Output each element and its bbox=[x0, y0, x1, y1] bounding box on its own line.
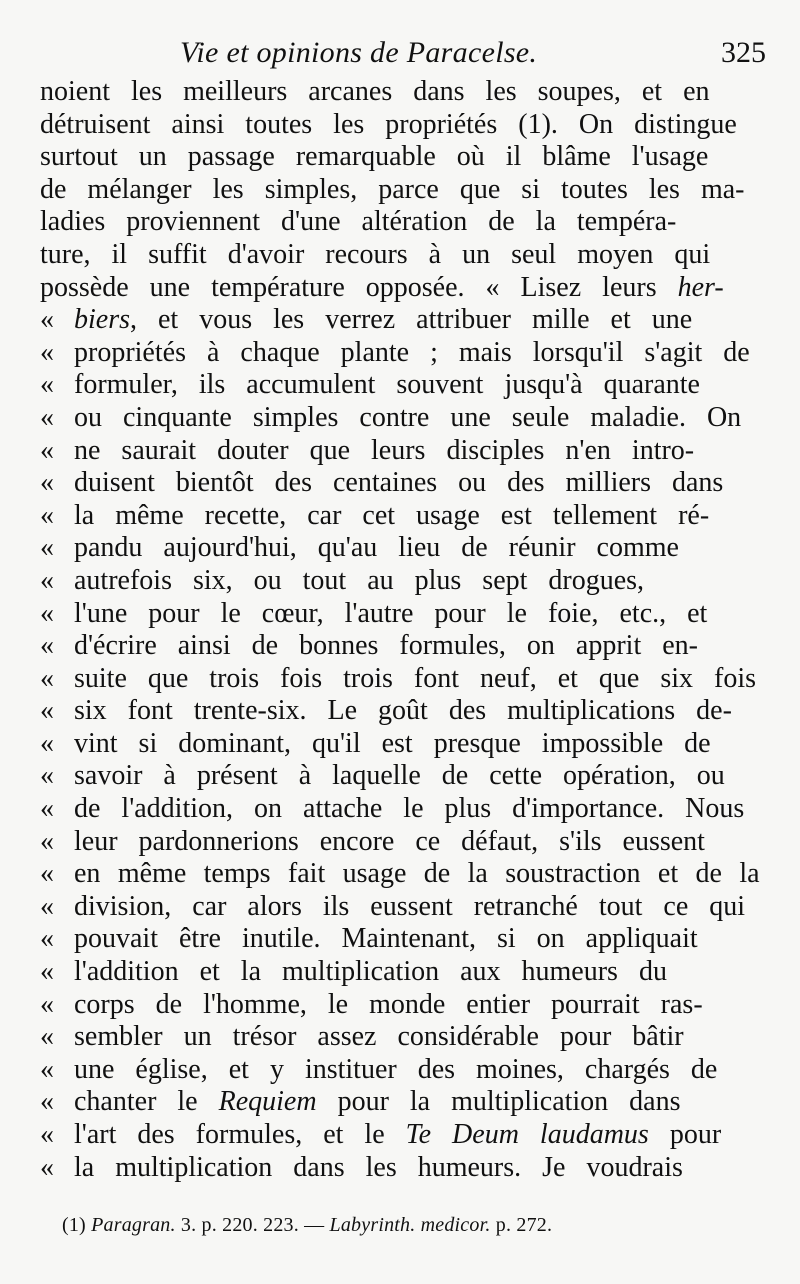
italic-word: biers bbox=[74, 304, 130, 336]
text-line bbox=[40, 1119, 760, 1152]
text-line bbox=[40, 435, 760, 468]
line-segment: pouvait être inutile. Maintenant, si on appliquait bbox=[74, 923, 698, 955]
line-segment: corps de l'homme, le monde entier pourrait ras- bbox=[74, 988, 703, 1020]
line-text bbox=[74, 1152, 683, 1185]
line-text bbox=[74, 1054, 717, 1087]
footnote-work-labyrinth: Labyrinth. medicor. bbox=[329, 1214, 491, 1236]
line-text bbox=[74, 989, 703, 1022]
quote-mark: « bbox=[40, 793, 54, 825]
line-segment: duisent bientôt des centaines ou des milliers dans bbox=[74, 467, 724, 499]
line-segment: en même temps fait usage de la soustraction et de la bbox=[74, 858, 760, 890]
quote-mark: « bbox=[40, 1151, 54, 1183]
line-text bbox=[74, 956, 667, 989]
line-segment: pour bbox=[648, 1119, 722, 1150]
line-text bbox=[74, 630, 698, 663]
line-text bbox=[74, 826, 705, 859]
line-text bbox=[74, 467, 723, 500]
italic-word: Requiem bbox=[218, 1086, 317, 1118]
quote-mark: « bbox=[40, 760, 54, 792]
quote-mark: « bbox=[40, 956, 54, 988]
line-segment: propriétés à chaque plante ; mais lorsqu'il s'agit de bbox=[74, 336, 750, 368]
page-number: 325 bbox=[721, 36, 766, 69]
text-line bbox=[40, 1152, 760, 1185]
line-text bbox=[40, 174, 744, 207]
line-segment: ladies proviennent d'une altération de la tempéra- bbox=[40, 206, 677, 238]
line-segment: ne saurait douter que leurs disciples n'en intro- bbox=[74, 434, 695, 466]
quote-mark: « bbox=[40, 1086, 54, 1118]
text-line bbox=[40, 663, 760, 696]
line-segment: pour la multiplication dans bbox=[316, 1086, 681, 1118]
quote-mark: « bbox=[40, 825, 54, 857]
line-text bbox=[74, 337, 750, 370]
line-text bbox=[74, 435, 694, 468]
text-line bbox=[40, 239, 760, 272]
text-line bbox=[40, 500, 760, 533]
line-segment: l'addition et la multiplication aux humeurs du bbox=[74, 956, 667, 988]
line-text bbox=[74, 500, 709, 533]
line-text bbox=[74, 402, 741, 435]
line-segment: possède une température opposée. « Lisez leurs bbox=[40, 271, 678, 303]
line-segment: savoir à présent à laquelle de cette opération, ou bbox=[74, 760, 725, 792]
text-line bbox=[40, 1086, 760, 1119]
text-line bbox=[40, 989, 760, 1022]
line-segment: de l'addition, on attache le plus d'importance. Nous bbox=[74, 793, 745, 825]
quote-mark: « bbox=[40, 336, 54, 368]
line-segment: une église, et y instituer des moines, chargés de bbox=[74, 1053, 718, 1085]
text-line bbox=[40, 1021, 760, 1054]
line-segment: autrefois six, ou tout au plus sept drogues, bbox=[74, 564, 645, 596]
text-line bbox=[40, 141, 760, 174]
line-text bbox=[74, 858, 760, 891]
line-text bbox=[74, 1119, 721, 1152]
line-segment: formuler, ils accumulent souvent jusqu'à quarante bbox=[74, 369, 700, 401]
quote-mark: « bbox=[40, 727, 54, 759]
line-text bbox=[74, 565, 644, 598]
line-segment: d'écrire ainsi de bonnes formules, on apprit en- bbox=[74, 630, 698, 662]
quote-mark: « bbox=[40, 695, 54, 727]
quote-mark: « bbox=[40, 434, 54, 466]
line-segment: noient les meilleurs arcanes dans les soupes, et en bbox=[40, 76, 710, 107]
line-segment: pandu aujourd'hui, qu'au lieu de réunir comme bbox=[74, 532, 679, 564]
line-segment: leur pardonnerions encore ce défaut, s'ils eussent bbox=[74, 825, 705, 857]
footnote-reference-2: p. 272. bbox=[495, 1214, 553, 1236]
text-line bbox=[40, 858, 760, 891]
line-segment: de mélanger les simples, parce que si toutes les ma- bbox=[40, 173, 745, 205]
italic-word: her- bbox=[677, 271, 724, 303]
quote-mark: « bbox=[40, 890, 54, 922]
line-segment: ou cinquante simples contre une seule maladie. On bbox=[74, 401, 742, 433]
text-line bbox=[40, 760, 760, 793]
line-segment: six font trente-six. Le goût des multiplications de- bbox=[74, 695, 732, 727]
line-segment: suite que trois fois trois font neuf, et que six fois bbox=[74, 662, 757, 694]
running-title: Vie et opinions de Paracelse. bbox=[180, 36, 538, 69]
line-segment: la même recette, car cet usage est tellement ré- bbox=[74, 499, 710, 531]
line-segment: division, car alors ils eussent retranché tout ce qui bbox=[74, 890, 746, 922]
line-text bbox=[74, 598, 707, 631]
line-text bbox=[74, 891, 745, 924]
text-line bbox=[40, 793, 760, 826]
line-segment: détruisent ainsi toutes les propriétés (1). On distingue bbox=[40, 108, 737, 140]
quote-mark: « bbox=[40, 923, 54, 955]
line-text bbox=[40, 239, 710, 272]
line-text bbox=[40, 76, 710, 109]
line-segment: chanter le bbox=[74, 1086, 219, 1118]
text-line bbox=[40, 826, 760, 859]
line-segment: ture, il suffit d'avoir recours à un seul moyen qui bbox=[40, 238, 711, 270]
text-line bbox=[40, 630, 760, 663]
text-line bbox=[40, 174, 760, 207]
line-segment: surtout un passage remarquable où il blâme l'usage bbox=[40, 141, 709, 173]
line-text bbox=[74, 695, 732, 728]
text-line bbox=[40, 467, 760, 500]
line-segment: l'une pour le cœur, l'autre pour le foie, etc., et bbox=[74, 597, 708, 629]
footnote-reference-1: 3. p. 220. 223. — bbox=[180, 1214, 325, 1236]
line-text bbox=[40, 141, 708, 174]
quote-mark: « bbox=[40, 630, 54, 662]
text-line bbox=[40, 369, 760, 402]
text-line bbox=[40, 272, 760, 305]
text-line bbox=[40, 598, 760, 631]
quote-mark: « bbox=[40, 369, 54, 401]
line-text bbox=[74, 304, 692, 337]
line-text bbox=[74, 369, 700, 402]
text-line bbox=[40, 337, 760, 370]
quote-mark: « bbox=[40, 858, 54, 890]
line-segment: l'art des formules, et le bbox=[74, 1119, 406, 1150]
line-segment: , et vous les verrez attribuer mille et une bbox=[130, 304, 693, 336]
text-line bbox=[40, 923, 760, 956]
footnote-marker: (1) bbox=[62, 1214, 86, 1236]
quote-mark: « bbox=[40, 401, 54, 433]
line-text bbox=[40, 206, 676, 239]
text-line bbox=[40, 891, 760, 924]
line-text bbox=[40, 272, 724, 305]
quote-mark: « bbox=[40, 564, 54, 596]
quote-mark: « bbox=[40, 1053, 54, 1085]
quote-mark: « bbox=[40, 499, 54, 531]
line-text bbox=[74, 532, 679, 565]
quote-mark: « bbox=[40, 1021, 54, 1053]
text-line bbox=[40, 956, 760, 989]
line-text bbox=[74, 760, 725, 793]
quote-mark: « bbox=[40, 304, 54, 336]
footnote bbox=[62, 1214, 762, 1237]
page-header bbox=[40, 36, 768, 76]
text-line bbox=[40, 1054, 760, 1087]
quote-mark: « bbox=[40, 532, 54, 564]
text-line bbox=[40, 206, 760, 239]
line-text bbox=[40, 109, 737, 142]
line-text bbox=[74, 663, 756, 696]
line-segment: vint si dominant, qu'il est presque impossible de bbox=[74, 727, 711, 759]
line-segment: la multiplication dans les humeurs. Je voudrais bbox=[74, 1151, 683, 1183]
text-line bbox=[40, 695, 760, 728]
text-line bbox=[40, 109, 760, 142]
quote-mark: « bbox=[40, 988, 54, 1020]
text-line bbox=[40, 728, 760, 761]
line-text bbox=[74, 728, 711, 761]
quote-mark: « bbox=[40, 597, 54, 629]
italic-word: Te Deum laudamus bbox=[405, 1119, 649, 1150]
line-text bbox=[74, 1086, 681, 1119]
line-text bbox=[74, 923, 698, 956]
quote-mark: « bbox=[40, 1119, 54, 1150]
text-line bbox=[40, 76, 760, 109]
footnote-work-paragran: Paragran. bbox=[91, 1214, 176, 1236]
text-line bbox=[40, 402, 760, 435]
line-text bbox=[74, 1021, 684, 1054]
text-line bbox=[40, 565, 760, 598]
quote-mark: « bbox=[40, 662, 54, 694]
line-segment: sembler un trésor assez considérable pour bâtir bbox=[74, 1021, 684, 1053]
text-line bbox=[40, 532, 760, 565]
body-text bbox=[40, 76, 760, 1184]
line-text bbox=[74, 793, 744, 826]
text-line bbox=[40, 304, 760, 337]
quote-mark: « bbox=[40, 467, 54, 499]
